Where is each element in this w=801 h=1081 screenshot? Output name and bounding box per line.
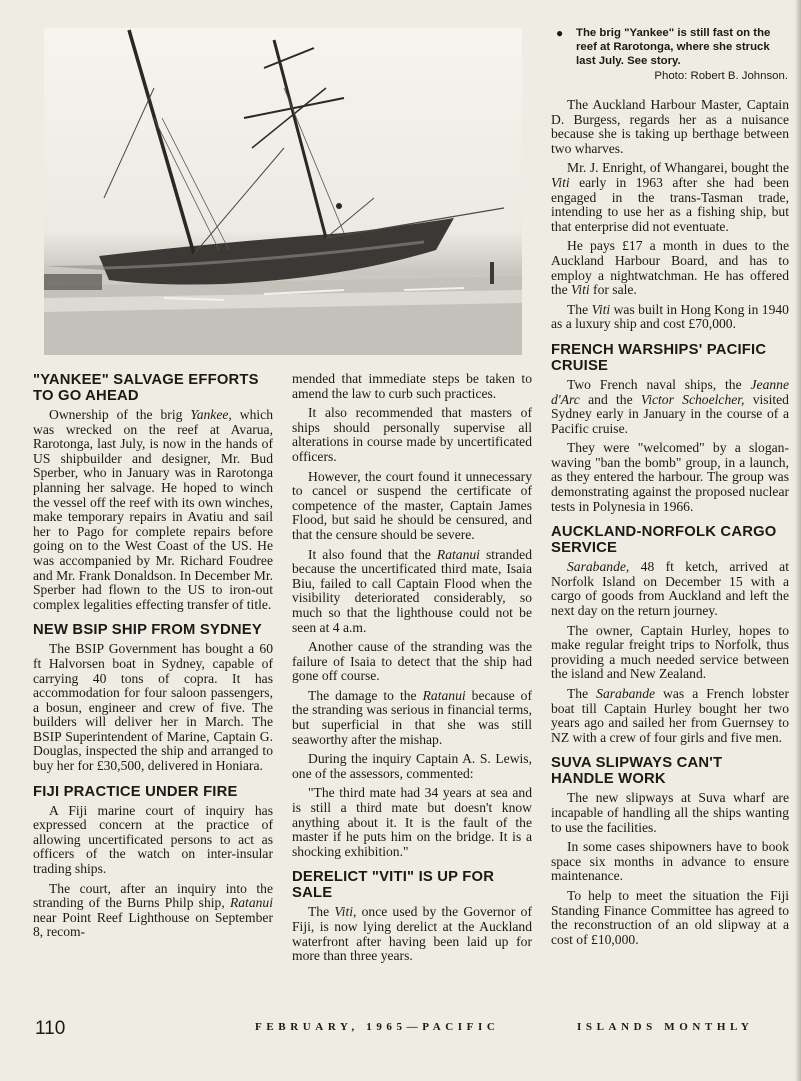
text-run: stranded because the uncertificated third mate, Isaia Biu, failed to call Captain Flood when the visibility deteriorated considerably, so much so that the lighthouse could not be seen at 4 a.m. — [292, 546, 533, 635]
running-footer-left: FEBRUARY, 1965—PACIFIC — [255, 1021, 500, 1033]
fiji-paragraph-1: A Fiji marine court of inquiry has expressed concern at the practice of allowing uncertificated persons to act as officers of the watch on inter-insular trading ships. — [33, 802, 273, 877]
ship-name: Viti — [591, 301, 611, 317]
fiji-paragraph-3: It also recommended that masters of ships should personally supervise all alterations in course made by uncertificated officers. — [292, 405, 532, 464]
text-run: The court, after an inquiry into the stranding of the Burns Philp ship, — [33, 880, 273, 911]
ship-name: Sarabande, — [567, 559, 630, 575]
text-run: was a French lobster boat till Captain Hurley bought her two years ago and sailed her from Guernsey to NZ with a crew of four girls and five men. — [551, 686, 789, 745]
ship-name: Viti — [551, 174, 570, 190]
ship-name: Ratanui — [229, 895, 273, 911]
bsip-paragraph: The BSIP Government has bought a 60 ft Halvorsen boat in Sydney, capable of carrying 40 tons of copra. It has accommodation for four saloon passengers, a bosun, engineer and crew of five. The builders will deliver her in March. The BSIP Superintendent of Marine, Captain G. Douglas, inspected the ship and arranged to buy her for £30,500, delivered in Honiara. — [33, 641, 273, 774]
page-edge-shadow — [795, 0, 801, 1081]
norfolk-paragraph-3 — [551, 687, 789, 745]
norfolk-paragraph-2: The owner, Captain Hurley, hopes to make regular freight trips to Norfolk, thus providing a much needed service between the island and New Zealand. — [551, 622, 789, 682]
suva-paragraph-1: The new slipways at Suva wharf are incapable of handling all the ships wanting to use the facilities. — [551, 790, 789, 835]
text-run: He pays £17 a month in dues to the Auckland Harbour Board, and has to employ a nightwatchman. He has offered the — [551, 238, 789, 298]
headline-yankee: "YANKEE" SALVAGE EFFORTS TO GO AHEAD — [33, 372, 259, 404]
headline-norfolk: AUCKLAND-NORFOLK CARGO SERVICE — [551, 524, 777, 557]
ship-name: Victor Schoelcher, — [640, 391, 745, 407]
text-run: It also found that the — [308, 546, 437, 562]
headline-french: FRENCH WARSHIPS' PACIFIC CRUISE — [551, 341, 767, 374]
fiji-paragraph-8: During the inquiry Captain A. S. Lewis, one of the assessors, commented: — [292, 751, 532, 781]
running-footer — [255, 1021, 795, 1033]
column-left — [33, 372, 273, 945]
page-number: 110 — [35, 1018, 66, 1039]
running-footer-right: ISLANDS MONTHLY — [577, 1021, 754, 1033]
text-run: The — [567, 686, 597, 701]
suva-paragraph-3: To help to meet the situation the Fiji Standing Finance Committee has agreed to the reconstruction of an old slipway at a cost of £10,000. — [551, 887, 789, 947]
fiji-paragraph-6: Another cause of the stranding was the failure of Isaia to detect that the ship had gone off course. — [292, 639, 532, 684]
yankee-wreck-photo — [44, 28, 522, 355]
text-run: because of the stranding was serious in financial terms, but superficial in that she was still seaworthy after the mishap. — [292, 687, 532, 747]
text-run: for sale. — [589, 282, 637, 298]
fiji-paragraph-2 — [33, 882, 273, 940]
ship-name: Sarabande — [596, 686, 656, 701]
ship-name: Viti, — [334, 904, 357, 920]
text-run: was built in Hong Kong in 1940 as a luxury ship and cost £70,000. — [551, 301, 789, 332]
ship-name: Ratanui — [422, 687, 466, 703]
fiji-paragraph-5 — [292, 548, 532, 636]
headline-fiji: FIJI PRACTICE UNDER FIRE — [33, 783, 238, 800]
viti-paragraph-1 — [292, 905, 532, 963]
text-run: The — [308, 904, 335, 920]
fiji-paragraph-4: However, the court found it unnecessary to cancel or suspend the certificate of competence of the master, Captain James Flood, but said he should be censured, and that the censure should be severe. — [292, 468, 532, 542]
text-run: Ownership of the brig — [49, 407, 191, 422]
ship-name: Viti — [571, 282, 590, 298]
headline-bsip: NEW BSIP SHIP FROM SYDNEY — [33, 622, 262, 639]
suva-paragraph-2: In some cases shipowners have to book space six months in advance to ensure maintenance. — [551, 839, 789, 884]
text-run: once used by the Governor of Fiji, is now lying derelict at the Auckland waterfront after having been laid up for more than three years. — [292, 904, 532, 964]
ship-name: Jeanne d'Arc — [551, 376, 789, 407]
text-run: early in 1963 after she had been engaged in the trans-Tasman trade, intending to use her as a fishing ship, but that enterprise did not eventuate. — [551, 174, 789, 234]
text-run: which was wrecked on the reef at Avarua, Rarotonga, last July, is now in the hands of US shipbuilder and designer, Mr. Bud Sperber, who in January was in Rarotonga planning her salvage. He hoped to winch the vessel off the reef with its own winches, make temporary repairs in Avatiu and sail her to Pago for complete repairs before going on to the West Coast of the US. He was accompanied by Mr. Richard Foudree and Mr. Frank Donaldson. In December Mr. Sperber had flown to the US to iron-out complex legalities effecting transfer of title. — [33, 407, 273, 612]
column-middle — [292, 372, 532, 969]
text-run: visited Sydney early in January in the course of a Pacific cruise. — [551, 391, 789, 436]
fiji-paragraph-9: "The third mate had 34 years at sea and is still a third mate but doesn't know anything about it. It is the fault of the master if he puts him on the bridge. It is a shocking exhibition." — [292, 785, 532, 859]
viti-paragraph-4 — [551, 239, 789, 297]
column-right — [551, 98, 789, 952]
text-run: Mr. J. Enright, of Whangarei, bought the — [567, 160, 789, 176]
text-run: The — [567, 301, 592, 317]
french-paragraph-2: They were "welcomed" by a slogan-waving "ban the bomb" group, in a launch, as they entered the harbour. The group was demonstrating against the proposed nuclear tests in Polynesia in 1966. — [551, 440, 789, 514]
text-run: 48 ft ketch, arrived at Norfolk Island on December 15 with a cargo of goods from Auckland and left the next day on the return journey. — [551, 559, 789, 619]
viti-paragraph-2: The Auckland Harbour Master, Captain D. Burgess, regards her as a nuisance because she is taking up berthage between two wharves. — [551, 97, 789, 156]
headline-suva: SUVA SLIPWAYS CAN'T HANDLE WORK — [551, 755, 723, 788]
ship-name: Yankee, — [190, 407, 232, 422]
page-footer — [35, 1018, 795, 1044]
fiji-paragraph-2-continued: mended that immediate steps be taken to amend the law to curb such practices. — [292, 371, 532, 401]
headline-viti: DERELICT "VITI" IS UP FOR SALE — [292, 869, 495, 902]
text-run: near Point Reef Lighthouse on September 8, recom- — [33, 909, 273, 940]
norfolk-paragraph-1 — [551, 560, 789, 618]
photo-caption — [556, 26, 788, 83]
yankee-paragraph — [33, 408, 273, 612]
french-paragraph-1 — [551, 378, 789, 436]
fiji-paragraph-7 — [292, 689, 532, 747]
viti-paragraph-3 — [551, 161, 789, 234]
viti-paragraph-5 — [551, 303, 789, 332]
shipwreck-illustration — [44, 28, 522, 355]
photo-credit: Photo: Robert B. Johnson. — [654, 70, 788, 82]
text-run: and the — [579, 391, 641, 407]
text-run: The damage to the — [308, 687, 423, 703]
text-run: Two French naval ships, the — [567, 376, 751, 392]
bullet-icon: ● — [556, 26, 564, 40]
caption-text: The brig "Yankee" is still fast on the reef at Rarotonga, where she struck last July. See story. — [576, 27, 771, 67]
ship-name: Ratanui — [436, 546, 480, 562]
